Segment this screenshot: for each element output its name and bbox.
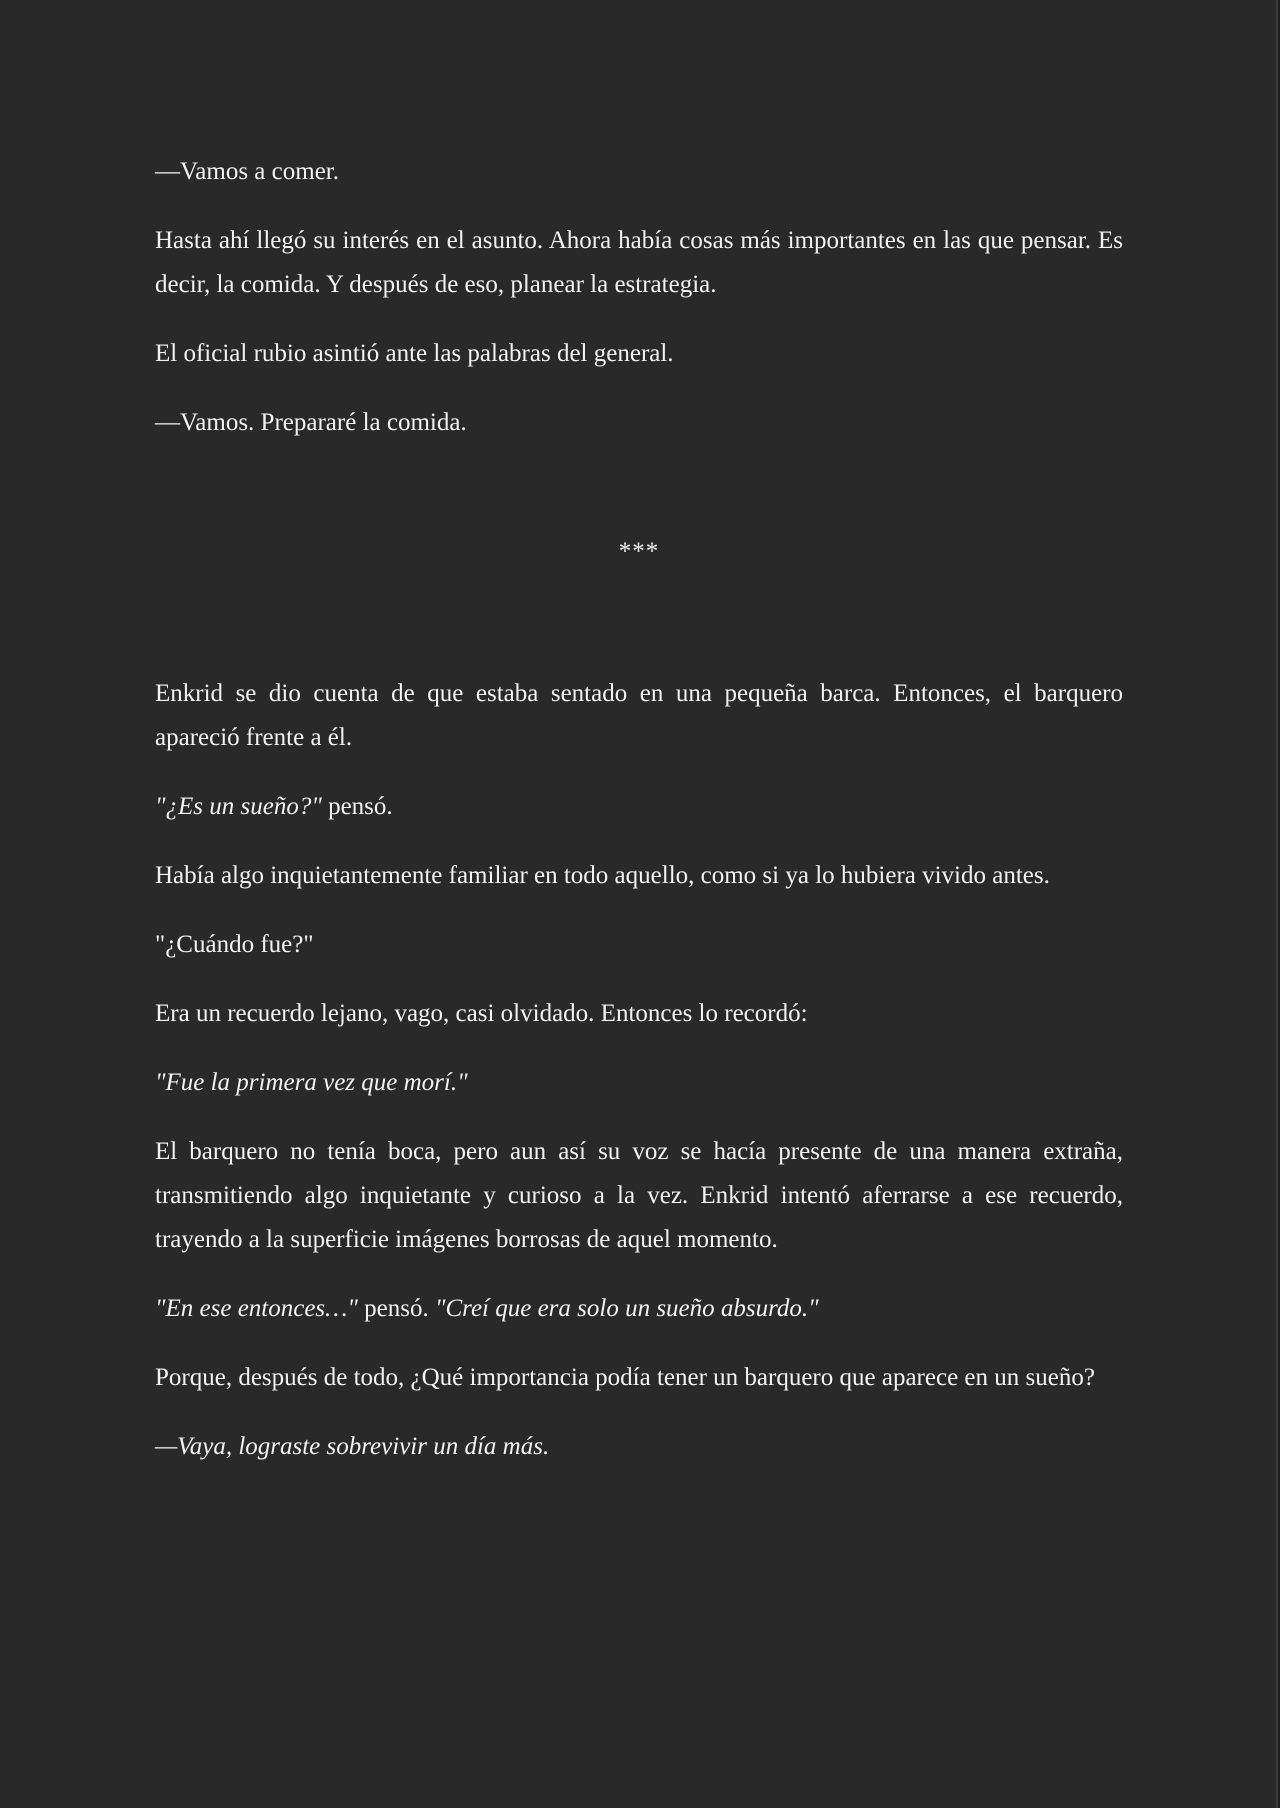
paragraph: El oficial rubio asintió ante las palabras del general. xyxy=(155,340,674,367)
paragraph: Hasta ahí llegó su interés en el asunto. Ahora había cosas más importantes en las que pensar. Es decir, la comida. Y después de eso, planear la estrategia. xyxy=(155,227,1123,298)
chapter-text xyxy=(155,150,1123,1469)
paragraph xyxy=(155,1287,1123,1331)
paragraph: Era un recuerdo lejano, vago, casi olvidado. Entonces lo recordó: xyxy=(155,1000,808,1027)
narration: pensó. xyxy=(321,793,393,820)
italic-thought: "Fue la primera vez que morí." xyxy=(155,1069,468,1096)
paragraph: El barquero no tenía boca, pero aun así su voz se hacía presente de una manera extraña, transmitiendo algo inquietante y curioso a la vez. Enkrid intentó aferrarse a ese recuerdo, trayendo a la superficie imágenes borrosas de aquel momento. xyxy=(155,1138,1123,1253)
paragraph xyxy=(155,785,1123,829)
paragraph: —Vamos. Prepararé la comida. xyxy=(155,409,467,436)
italic-thought: "Creí que era solo un sueño absurdo." xyxy=(434,1295,819,1322)
italic-dialogue: —Vaya, lograste sobrevivir un día más. xyxy=(155,1433,550,1460)
paragraph: Había algo inquietantemente familiar en todo aquello, como si ya lo hubiera vivido antes. xyxy=(155,862,1050,889)
narration: pensó. xyxy=(357,1295,435,1322)
italic-thought: "En ese entonces…" xyxy=(155,1295,358,1322)
paragraph: "¿Cuándo fue?" xyxy=(155,931,314,958)
scene-divider: *** xyxy=(618,538,660,565)
paragraph: Enkrid se dio cuenta de que estaba sentado en una pequeña barca. Entonces, el barquero apareció frente a él. xyxy=(155,680,1123,751)
paragraph: Porque, después de todo, ¿Qué importancia podía tener un barquero que aparece en un sueño? xyxy=(155,1364,1095,1391)
paragraph: —Vamos a comer. xyxy=(155,158,339,185)
italic-thought: "¿Es un sueño?" xyxy=(155,793,322,820)
